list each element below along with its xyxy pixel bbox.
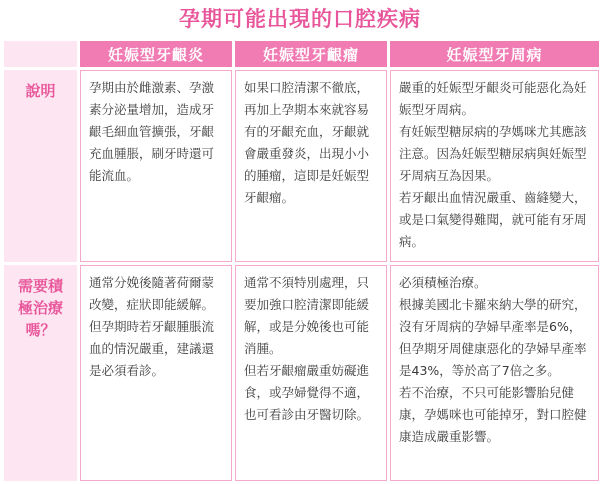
row-label-line: 嗎？ (25, 321, 56, 339)
column-header-periodontitis: 妊娠型牙周病 (390, 41, 599, 67)
row-label-line: 需要積 (17, 277, 63, 295)
cell-description-gingivitis (80, 70, 232, 262)
corner-cell (4, 41, 77, 67)
cell-paragraph: 但孕期時若牙齦腫脹流血的情況嚴重，建議還是必須看診。 (89, 319, 215, 378)
cell-treatment-periodontitis (390, 265, 599, 481)
row-header-treatment (4, 265, 77, 481)
cell-paragraph: 但若牙齦瘤嚴重妨礙進食，或孕婦覺得不適，也可看診由牙醫切除。 (244, 363, 370, 422)
header-row (4, 41, 599, 67)
row-label-line: 極治療 (17, 299, 63, 317)
cell-paragraph: 根據美國北卡羅來納大學的研究，沒有牙周病的孕婦早產率是6%，但孕期牙周健康惡化的孕婦早產率是43%，等於高了7倍之多。 (399, 297, 587, 378)
page-title: 孕期可能出現的口腔疾病 (179, 7, 421, 31)
column-header-gingivitis: 妊娠型牙齦炎 (80, 41, 232, 67)
cell-paragraph: 有妊娠型糖尿病的孕媽咪尤其應該注意。因為妊娠型糖尿病與妊娠型牙周病互為因果。 (399, 124, 587, 183)
cell-treatment-granuloma (235, 265, 387, 481)
cell-paragraph: 通常分娩後隨著荷爾蒙改變，症狀即能緩解。 (89, 275, 215, 312)
cell-paragraph: 孕期由於雌激素、孕激素分泌量增加，造成牙齦毛細血管擴張，牙齦充血腫脹，刷牙時還可能流血。 (89, 80, 215, 183)
disease-table (1, 38, 600, 484)
table-row-treatment (4, 265, 599, 481)
cell-paragraph: 通常不須特別處理，只要加強口腔清潔即能緩解，或是分娩後也可能消腫。 (244, 275, 370, 356)
column-header-granuloma: 妊娠型牙齦瘤 (235, 41, 387, 67)
table-row-description (4, 70, 599, 262)
cell-paragraph: 嚴重的妊娠型牙齦炎可能惡化為妊娠型牙周病。 (399, 80, 587, 117)
row-label-line: 說明 (25, 82, 56, 100)
cell-description-periodontitis (390, 70, 599, 262)
cell-paragraph: 如果口腔清潔不徹底，再加上孕期本來就容易有的牙齦充血，牙齦就會嚴重發炎，出現小小的腫瘤，這即是妊娠型牙齦瘤。 (244, 80, 370, 205)
cell-treatment-gingivitis (80, 265, 232, 481)
cell-description-granuloma (235, 70, 387, 262)
cell-paragraph: 必須積極治療。 (399, 275, 487, 290)
cell-paragraph: 若不治療，不只可能影響胎兒健康，孕媽咪也可能掉牙，對口腔健康造成嚴重影響。 (399, 385, 587, 444)
cell-paragraph: 若牙齦出血情況嚴重、齒縫變大，或是口氣變得難聞，就可能有牙周病。 (399, 190, 587, 249)
row-header-description (4, 70, 77, 262)
